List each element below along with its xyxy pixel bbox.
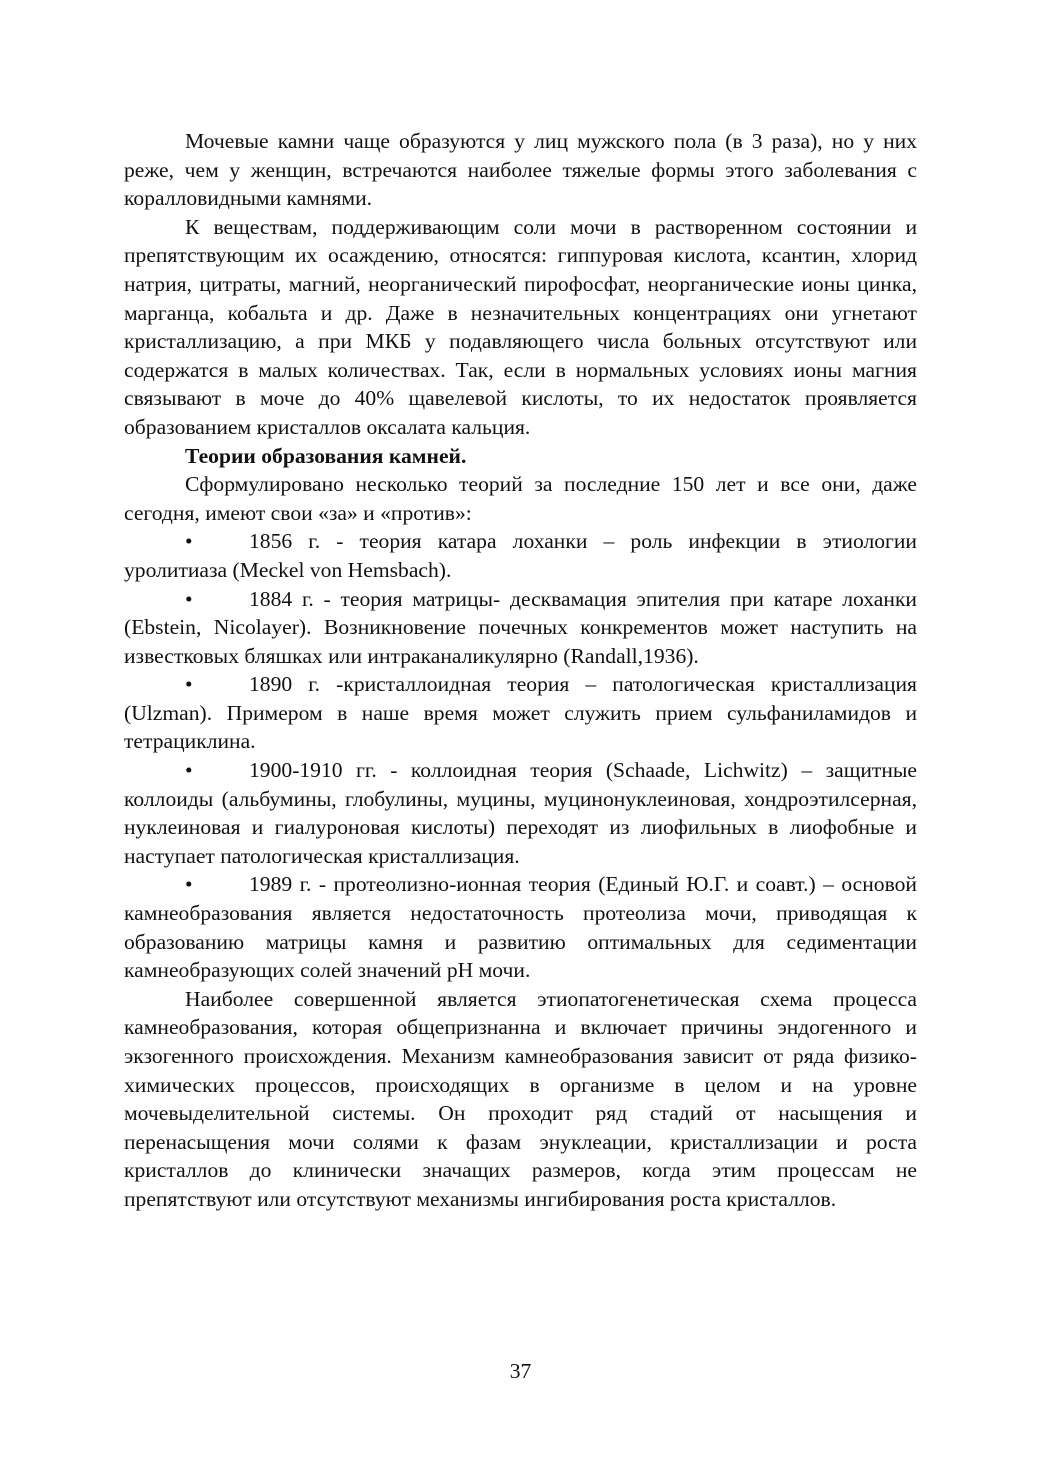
list-item-text: 1890 г. -кристаллоидная теория – патологическая кристаллизация (Ulzman). Примером в наше время может служить прием сульфаниламидов и тетрациклина.	[124, 672, 917, 754]
paragraph-etiopathogenesis: Наиболее совершенной является этиопатогенетическая схема процесса камнеобразования, которая общепризнанна и включает причины эндогенного и экзогенного происхождения. Механизм камнеобразования зависит от ряда физико-химических процессов, происходящих в организме в целом и на уровне мочевыделительной системы. Он проходит ряд стадий от насыщения и перенасыщения мочи солями к фазам энуклеации, кристаллизации и роста кристаллов до клинически значащих размеров, когда этим процессам не препятствуют или отсутствуют механизмы ингибирования роста кристаллов.	[124, 986, 917, 1211]
list-item-text: 1884 г. - теория матрицы- десквамация эпителия при катаре лоханки (Ebstein, Nicolayer). Возникновение почечных конкрементов может наступить на известковых бляшках или интраканаликулярно (Randall,1936).	[124, 586, 917, 668]
bullet-icon: •	[185, 872, 193, 897]
list-item	[124, 527, 917, 584]
paragraph-stone-gender: Мочевые камни чаще образуются у лиц мужского пола (в 3 раза), но у них реже, чем у женщин, встречаются наиболее тяжелые формы этого заболевания с коралловидными камнями.	[124, 129, 917, 211]
list-item-text: 1856 г. - теория катара лоханки – роль инфекции в этиологии уролитиаза (Meckel von Hemsbach).	[124, 529, 917, 582]
theories-list	[124, 527, 917, 985]
bullet-icon: •	[185, 586, 193, 611]
page-number: 37	[509, 1359, 532, 1383]
list-item	[124, 585, 917, 671]
bullet-icon: •	[185, 529, 193, 554]
page-body	[124, 127, 917, 1214]
bullet-icon: •	[185, 758, 193, 783]
paragraph-inhibitors: К веществам, поддерживающим соли мочи в растворенном состоянии и препятствующим их осаждению, относятся: гиппуровая кислота, ксантин, хлорид натрия, цитраты, магний, неорганический пирофосфат, неорганические ионы цинка, марганца, кобальта и др. Даже в незначительных концентрациях они угнетают кристаллизацию, а при МКБ у подавляющего числа больных отсутствуют или содержатся в малых количествах. Так, если в нормальных условиях ионы магния связывают в моче до 40% щавелевой кислоты, то их недостаток проявляется образованием кристаллов оксалата кальция.	[124, 214, 917, 439]
list-item	[124, 870, 917, 984]
list-item-text: 1900-1910 гг. - коллоидная теория (Schaade, Lichwitz) – защитные коллоиды (альбумины, глобулины, муцины, муцинонуклеиновая, хондроэтилсерная, нуклеиновая и гиалуроновая кислоты) переходят из лиофильных в лиофобные и наступает патологическая кристаллизация.	[124, 758, 917, 868]
list-item	[124, 756, 917, 870]
list-item-text: 1989 г. - протеолизно-ионная теория (Единый Ю.Г. и соавт.) – основой камнеобразования является недостаточность протеолиза мочи, приводящая к образованию матрицы камня и развитию оптимальных для седиментации камнеобразующих солей значений рН мочи.	[124, 872, 917, 983]
list-item	[124, 670, 917, 756]
section-heading: Теории образования камней.	[185, 443, 467, 468]
bullet-icon: •	[185, 672, 193, 697]
paragraph-theories-intro: Сформулировано несколько теорий за последние 150 лет и все они, даже сегодня, имеют свои «за» и «против»:	[124, 472, 917, 525]
